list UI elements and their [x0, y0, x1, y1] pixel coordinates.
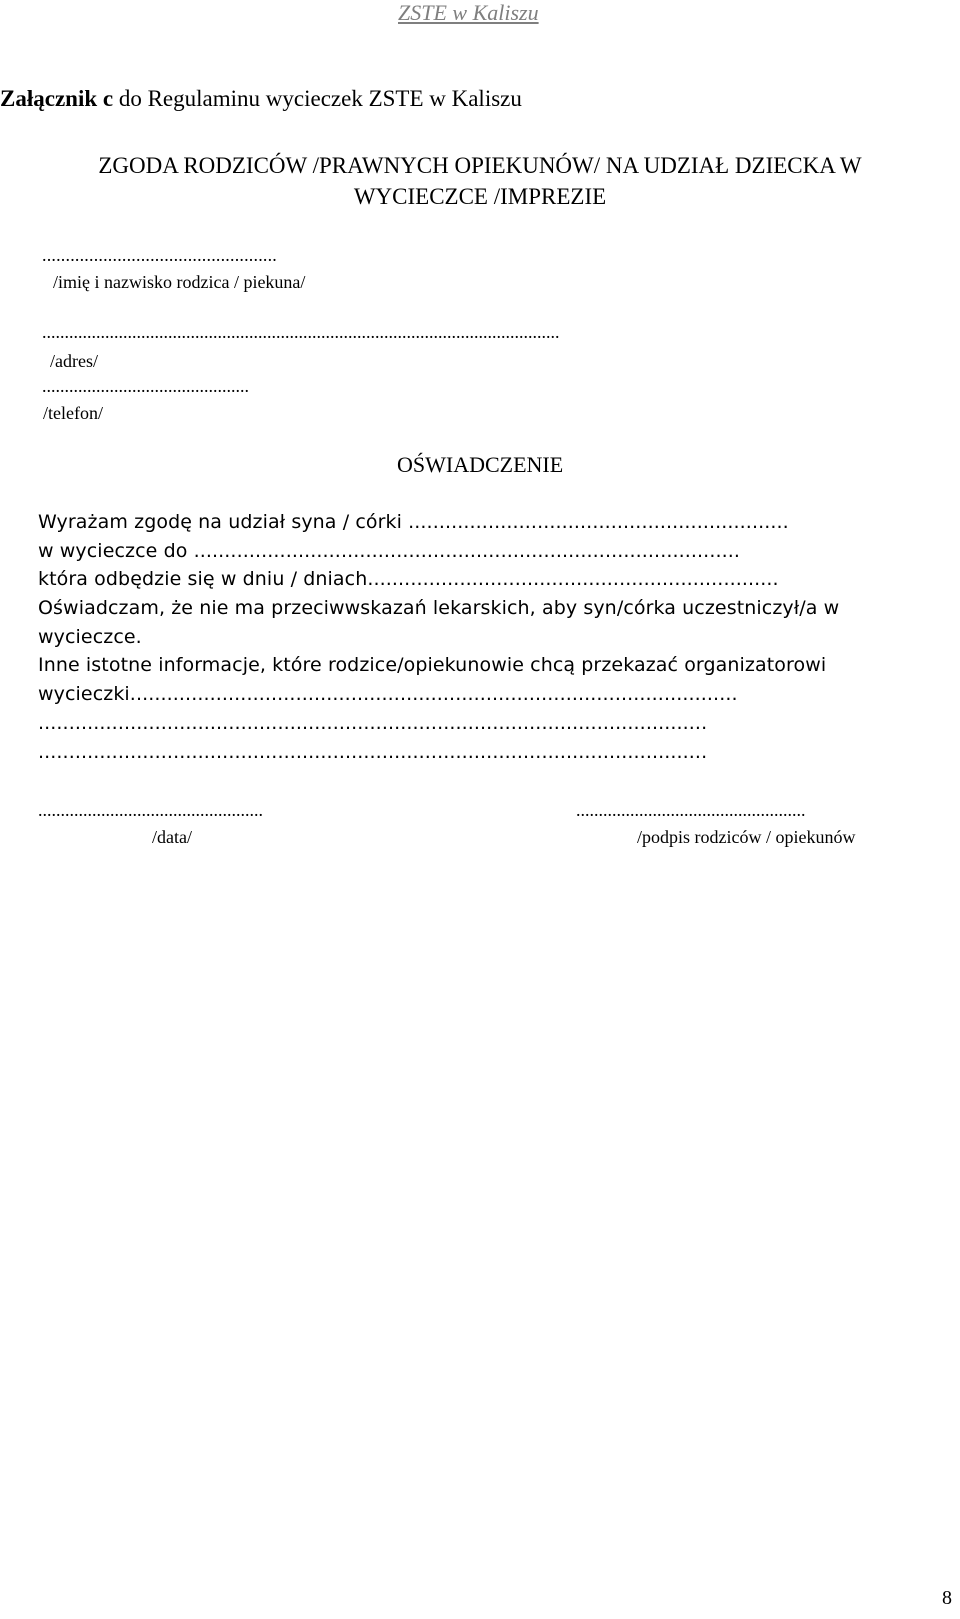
statement-line-destination: w wycieczce do .........................................................................................: [38, 540, 741, 562]
address-label: /adres/: [50, 351, 98, 371]
parent-name-label: /imię i nazwisko rodzica / piekuna/: [53, 272, 306, 292]
document-title-line-2: WYCIECZCE /IMPREZIE: [353, 184, 607, 209]
statement-line-dates: która odbędzie się w dniu / dniach...................................................................: [38, 568, 779, 590]
header-link[interactable]: ZSTE w Kaliszu: [398, 0, 539, 25]
signature-dots: ...................................................: [576, 800, 806, 820]
date-label: /data/: [152, 827, 192, 847]
statement-line-medical: Oświadczam, że nie ma przeciwwskazań lekarskich, aby syn/córka uczestniczył/a w: [38, 597, 840, 619]
parent-name-dots: ..................................................: [42, 245, 277, 265]
document-title-line-1: ZGODA RODZICÓW /PRAWNYCH OPIEKUNÓW/ NA UDZIAŁ DZIECKA W: [98, 153, 862, 178]
annex-rest: do Regulaminu wycieczek ZSTE w Kaliszu: [113, 86, 522, 111]
signature-label: /podpis rodziców / opiekunów: [637, 827, 856, 847]
date-dots: ..................................................: [38, 800, 263, 820]
statement-line-medical-cont: wycieczce.: [38, 626, 142, 648]
address-dots: ...................................................................................................................: [42, 322, 560, 342]
statement-line-other-info-cont: wycieczki...................................................................................................: [38, 683, 738, 705]
statement-line-other-info: Inne istotne informacje, które rodzice/opiekunowie chcą przekazać organizatorowi: [38, 654, 827, 676]
annex-line: [0, 86, 522, 112]
statement-heading: OŚWIADCZENIE: [397, 452, 564, 477]
statement-line-blank-1: .............................................................................................................: [38, 712, 708, 734]
annex-bold: Załącznik c: [0, 86, 114, 111]
phone-dots: ..............................................: [42, 376, 249, 396]
page-number: 8: [942, 1587, 952, 1609]
statement-line-consent: Wyrażam zgodę na udział syna / córki ..............................................................: [38, 511, 789, 533]
statement-line-blank-2: .............................................................................................................: [38, 741, 708, 763]
phone-label: /telefon/: [43, 403, 103, 423]
